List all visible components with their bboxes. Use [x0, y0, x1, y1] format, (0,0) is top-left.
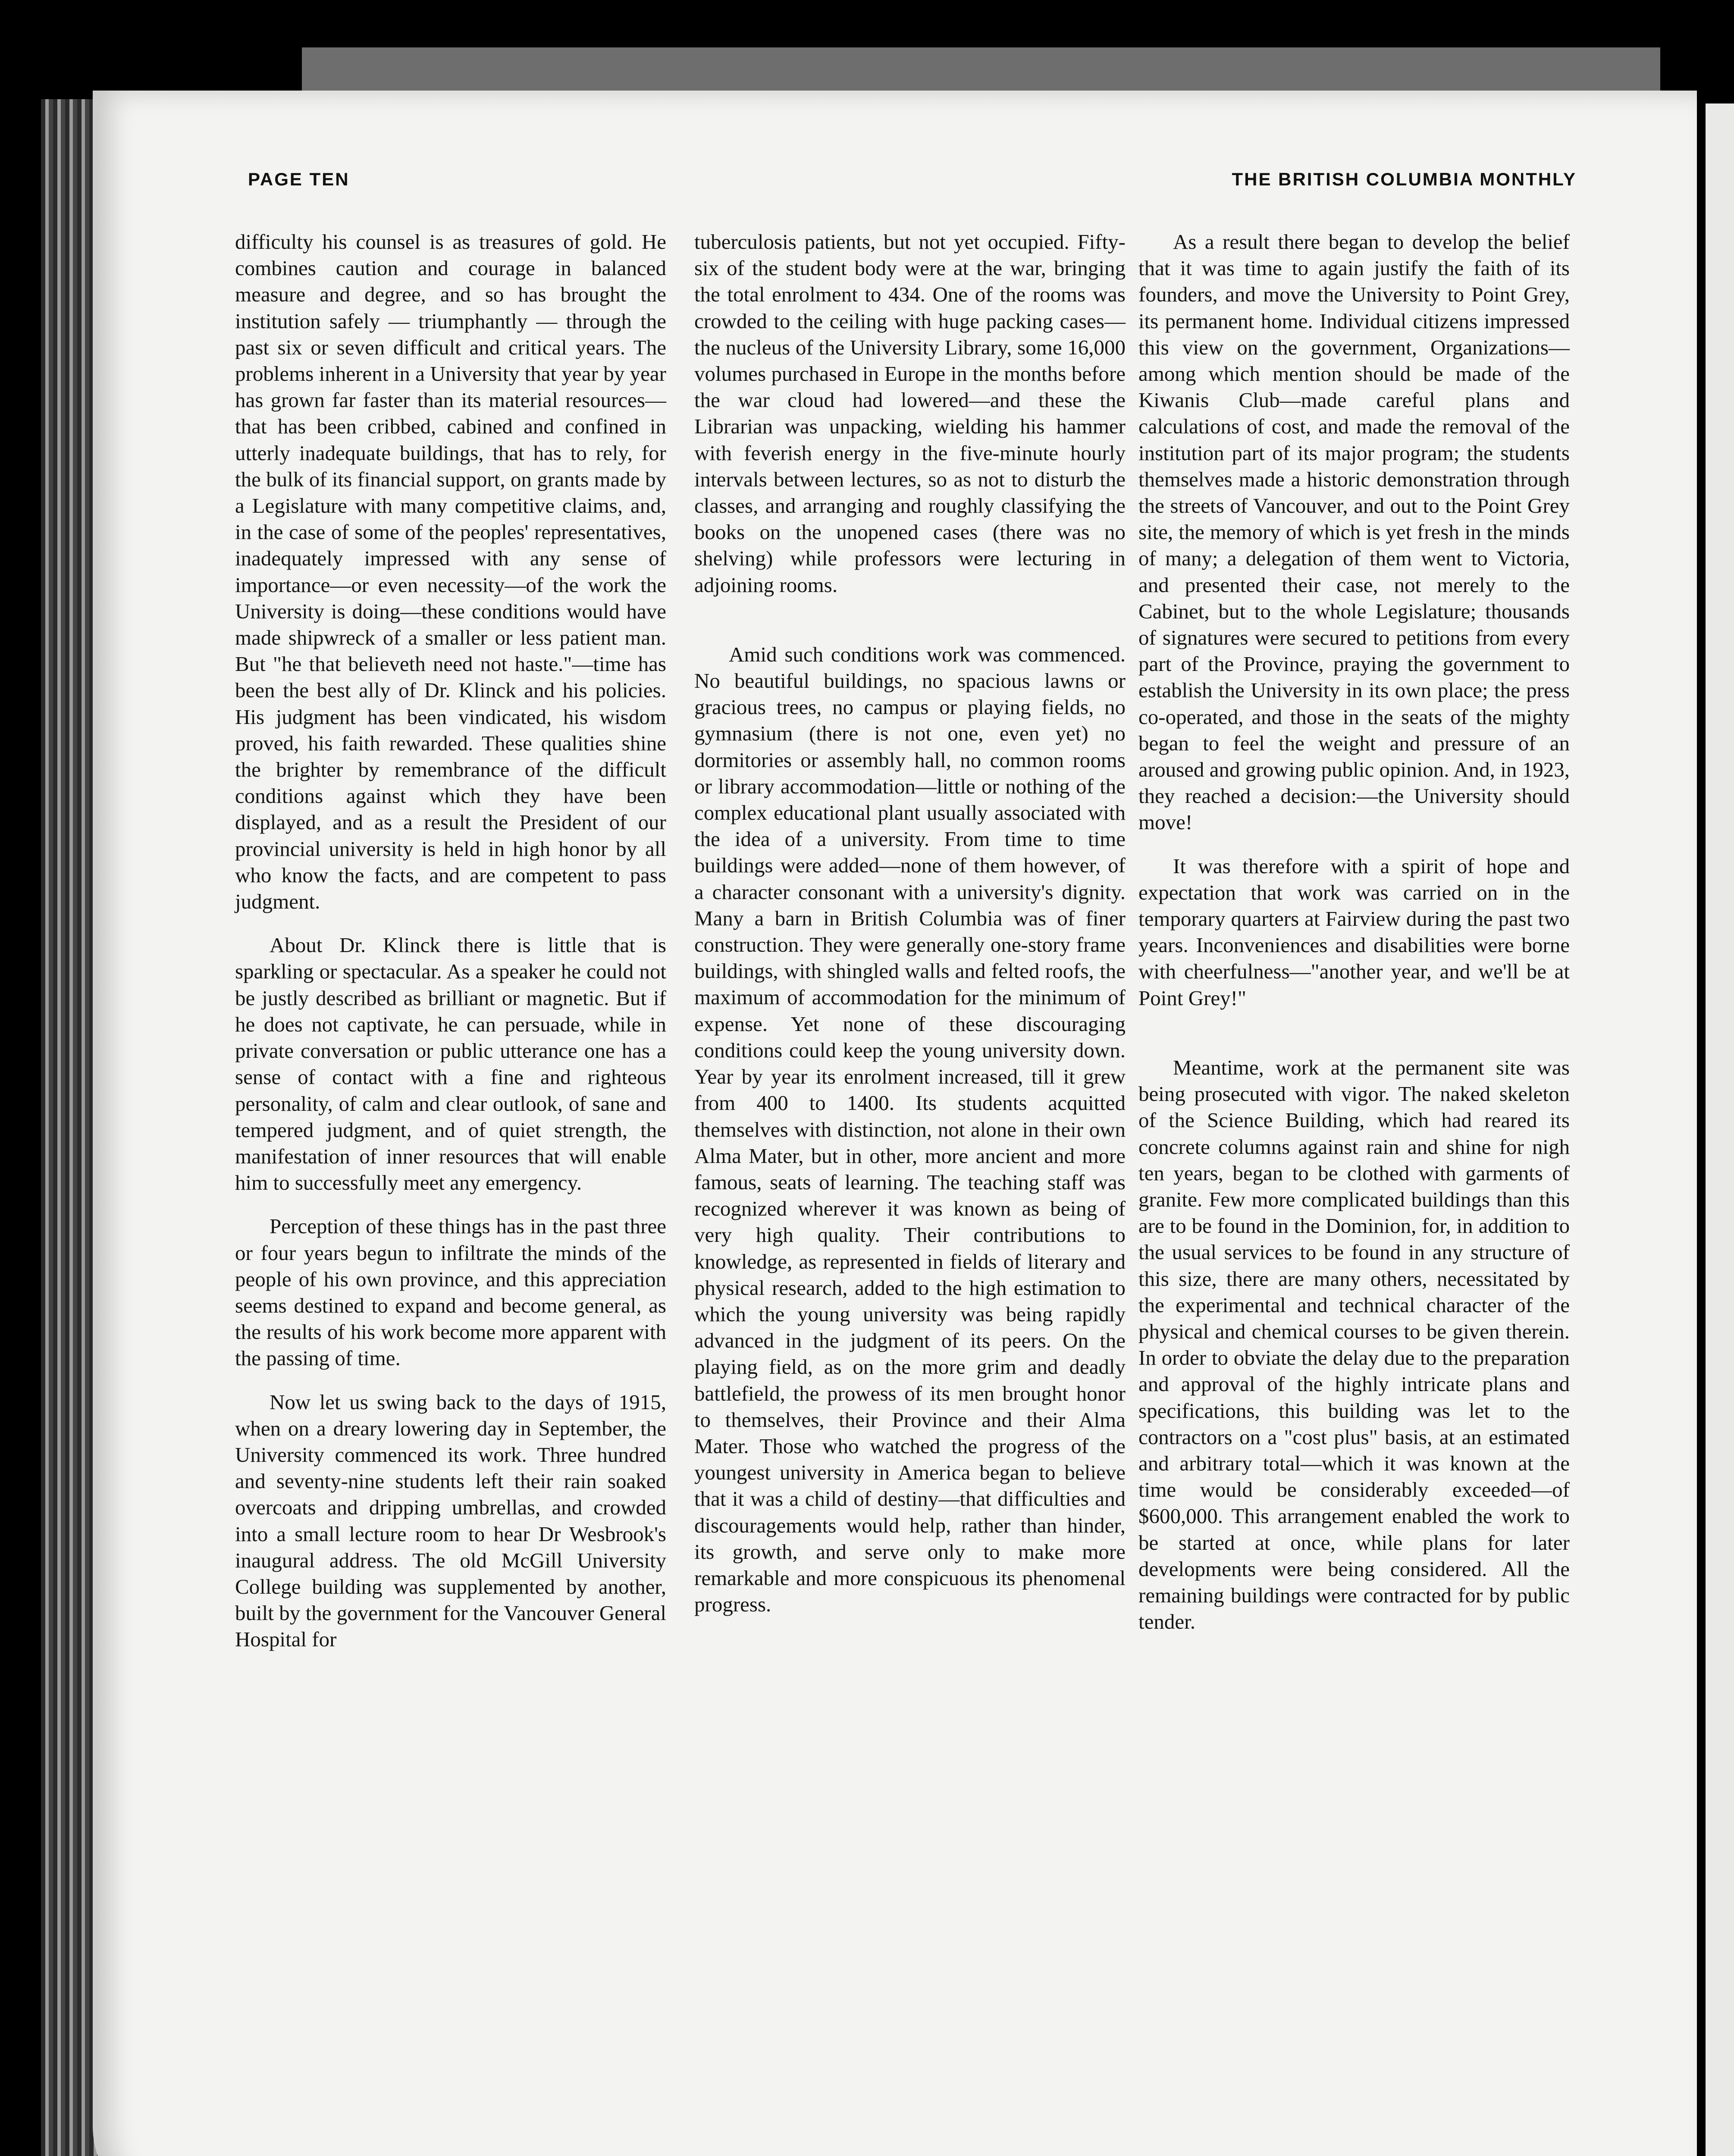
text-column-2 — [694, 229, 1126, 1635]
paragraph: tuberculosis patients, but not yet occupied. Fifty-six of the student body were at the war, bringing the total enrolment to 434. One of the rooms was crowded to the ceiling with huge packing cases—the nucleus of the University Library, some 16,000 volumes purchased in Europe in the months before the war cloud had lowered—and these the Librarian was unpacking, wielding his hammer with feverish energy in the five-minute hourly intervals between lectures, so as not to disturb the classes, and arranging and roughly classifying the books on the unopened cases (there was no shelving) while professors were lecturing in adjoining rooms. — [694, 230, 1126, 597]
book-page-edges — [41, 99, 97, 2156]
paragraph: difficulty his counsel is as treasures of gold. He combines caution and courage in balanced measure and degree, and so has brought the institution safely — triumphantly — through the past six or seven difficult and critical years. The problems inherent in a University that year by year has grown far faster than its material resources—that has been cribbed, cabined and confined in utterly inadequate buildings, that has to rely, for the bulk of its financial support, on grants made by a Legislature with many competitive claims, and, in the case of some of the peoples' representatives, inadequately impressed with any sense of importance—or even necessity—of the work the University is doing—these conditions would have made shipwreck of a smaller or less patient man. But "he that believeth need not haste."—time has been the best ally of Dr. Klinck and his policies. His judgment has been vindicated, his wisdom proved, his faith rewarded. These qualities shine the brighter by remembrance of the difficult conditions against which they have been displayed, and as a result the President of our provincial university is held in high honor by all who know the facts, and are competent to pass judgment. — [235, 230, 666, 914]
publication-title-header: THE BRITISH COLUMBIA MONTHLY — [1232, 169, 1577, 189]
adjacent-page-edge — [1706, 103, 1734, 2156]
paragraph: Now let us swing back to the days of 1915, when on a dreary lowering day in September, the University commenced its work. Three hundred and seventy-nine students left their rain soaked overcoats and dripping umbrellas, and crowded into a small lecture room to hear Dr Wesbrook's inaugural address. The old McGill University College building was supplemented by another, built by the government for the Vancouver General Hospital for — [235, 1390, 666, 1651]
paragraph: About Dr. Klinck there is little that is sparkling or spectacular. As a speaker he could not be justly described as brilliant or magnetic. But if he does not captivate, he can persuade, while in private conversation or public utterance one has a sense of contact with a fine and righteous personality, of calm and clear outlook, of sane and tempered judgment, and of quiet strength, the manifestation of inner resources that will enable him to successfully meet any emergency. — [235, 933, 666, 1195]
paragraph: As a result there began to develop the belief that it was time to again justify the faith of its founders, and move the University to Point Grey, its permanent home. Individual citizens impressed this view on the government, Organizations—among which mention should be made of the Kiwanis Club—made careful plans and calculations of cost, and made the removal of the institution part of its major program; the students themselves made a historic demonstration through the streets of Vancouver, and out to the Point Grey site, the memory of which is yet fresh in the minds of many; a delegation of them went to Victoria, and presented their case, not merely to the Cabinet, but to the whole Legislature; thousands of signatures were secured to petitions from every part of the Province, praying the government to establish the University in its own place; the press co-operated, and those in the seats of the mighty began to feel the weight and pressure of an aroused and growing public opinion. And, in 1923, they reached a decision:—the University should move! — [1138, 230, 1570, 834]
page-number-header: PAGE TEN — [248, 169, 350, 189]
paragraph: Meantime, work at the permanent site was being prosecuted with vigor. The naked skeleton of the Science Building, which had reared its concrete columns against rain and shine for nigh ten years, began to be clothed with garments of granite. Few more complicated buildings than this are to be found in the Dominion, for, in addition to the usual services to be found in any structure of this size, there are many others, necessitated by the experimental and technical character of the physical and chemical courses to be given therein. In order to obviate the delay due to the preparation and approval of the highly intricate plans and specifications, this building was let to the contractors on a "cost plus" basis, at an estimated and arbitrary total—which it was known at the time would be considerably exceeded—of $600,000. This arrangement enabled the work to be started at once, while plans for later developments were being considered. All the remaining buildings were contracted for by public tender. — [1138, 1055, 1570, 1634]
paragraph: Perception of these things has in the past three or four years begun to infiltrate the minds of the people of his own province, and this appreciation seems destined to expand and become general, as the results of his work become more apparent with the passing of time. — [235, 1214, 666, 1370]
paragraph: Amid such conditions work was commenced. No beautiful buildings, no spacious lawns or gracious trees, no campus or playing fields, no gymnasium (there is not one, even yet) no dormitories or assembly hall, no common rooms or library accommodation—little or nothing of the complex educational plant usually associated with the idea of a university. From time to time buildings were added—none of them however, of a character consonant with a university's dignity. Many a barn in British Columbia was of finer construction. They were generally one-story frame buildings, with shingled walls and felted roofs, the maximum of accommodation for the minimum of expense. Yet none of these discouraging conditions could keep the young university down. Year by year its enrolment increased, till it grew from 400 to 1400. Its students acquitted themselves with distinction, not alone in their own Alma Mater, but in other, more ancient and more famous, seats of learning. The teaching staff was recognized wherever it was known as being of very high quality. Their contributions to knowledge, as represented in fields of literary and physical research, added to the high estimation to which the young university was being rapidly advanced in the judgment of its peers. On the playing field, as on the more grim and deadly battlefield, the prowess of its men brought honor to themselves, their Province and their Alma Mater. Those who watched the progress of the youngest university in America began to believe that it was a child of destiny—that difficulties and discouragements would help, rather than hinder, its growth, and serve only to make more remarkable and more conspicuous its phenomenal progress. — [694, 642, 1126, 1617]
text-column-1 — [235, 229, 666, 1670]
paragraph: It was therefore with a spirit of hope and expectation that work was carried on in the temporary quarters at Fairview during the past two years. Inconveniences and disabilities were borne with cheerfulness—"another year, and we'll be at Point Grey!" — [1138, 854, 1570, 1010]
text-column-3 — [1138, 229, 1570, 1652]
